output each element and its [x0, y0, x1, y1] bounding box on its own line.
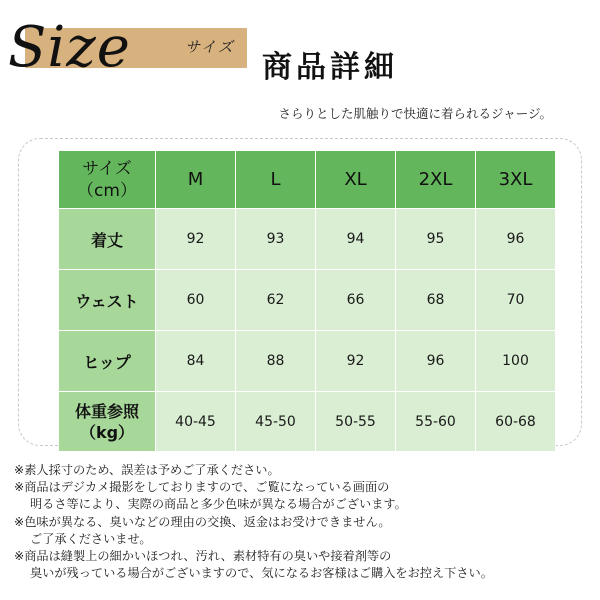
table-cell: 50-55: [316, 392, 396, 452]
note-exchange-line-1: ※色味が異なる、臭いなどの理由の交換、返金はお受けできません。: [14, 514, 391, 529]
table-cell: 95: [396, 209, 476, 270]
table-header-row: [59, 151, 556, 209]
table-cell: 60: [156, 270, 236, 331]
corner-label-size: サイズ: [82, 158, 132, 179]
corner-label-unit: （cm）: [77, 180, 137, 201]
table-cell: 92: [316, 331, 396, 392]
table-cell: 100: [476, 331, 556, 392]
table-cell: 45-50: [236, 392, 316, 452]
size-logo-subtitle: サイズ: [185, 38, 235, 56]
note-photo-line-2: 明るさ等により、実際の商品と多少色味が異なる場合がございます。: [30, 497, 407, 512]
table-row-waist: [59, 270, 556, 331]
row-label-weight-unit: （kg）: [79, 422, 135, 442]
row-label-weight: [59, 392, 156, 452]
size-header-l: L: [236, 151, 316, 209]
note-sewing-line-2: 臭いが残っている場合がございますので、気になるお客様はご購入をお控え下さい。: [30, 566, 493, 581]
table-cell: 40-45: [156, 392, 236, 452]
table-cell: 66: [316, 270, 396, 331]
note-measurement: ※素人採寸のため、誤差は予めご了承ください。: [14, 463, 280, 477]
table-cell: 84: [156, 331, 236, 392]
corner-header-cell: [59, 151, 156, 209]
size-header-2xl: 2XL: [396, 151, 476, 209]
row-label-length: 着丈: [59, 209, 156, 270]
table-cell: 93: [236, 209, 316, 270]
table-cell: 70: [476, 270, 556, 331]
table-cell: 62: [236, 270, 316, 331]
table-row-weight: [59, 392, 556, 452]
page-title: 商品詳細: [262, 50, 398, 85]
size-chart-table: [58, 150, 556, 452]
size-header-3xl: 3XL: [476, 151, 556, 209]
note-photo-line-1: ※商品はデジカメ撮影をしておりますので、ご覧になっている画面の: [14, 480, 390, 495]
product-tagline: さらりとした肌触りで快適に着られるジャージ。: [278, 106, 552, 121]
table-row-hip: [59, 331, 556, 392]
table-cell: 96: [396, 331, 476, 392]
size-header-m: M: [156, 151, 236, 209]
table-cell: 60-68: [476, 392, 556, 452]
size-logo: Size: [8, 15, 131, 80]
disclaimer-notes: [14, 462, 600, 582]
table-cell: 68: [396, 270, 476, 331]
table-cell: 96: [476, 209, 556, 270]
table-cell: 55-60: [396, 392, 476, 452]
table-cell: 94: [316, 209, 396, 270]
note-sewing-line-1: ※商品は縫製上の細かいほつれ、汚れ、素材特有の臭いや接着剤等の: [14, 549, 392, 564]
note-exchange-line-2: ご了承くださいませ。: [30, 531, 152, 546]
row-label-waist: ウェスト: [59, 270, 156, 331]
table-cell: 88: [236, 331, 316, 392]
table-row-length: [59, 209, 556, 270]
row-label-hip: ヒップ: [59, 331, 156, 392]
table-cell: 92: [156, 209, 236, 270]
row-label-weight-text: 体重参照: [74, 401, 139, 421]
size-header-xl: XL: [316, 151, 396, 209]
